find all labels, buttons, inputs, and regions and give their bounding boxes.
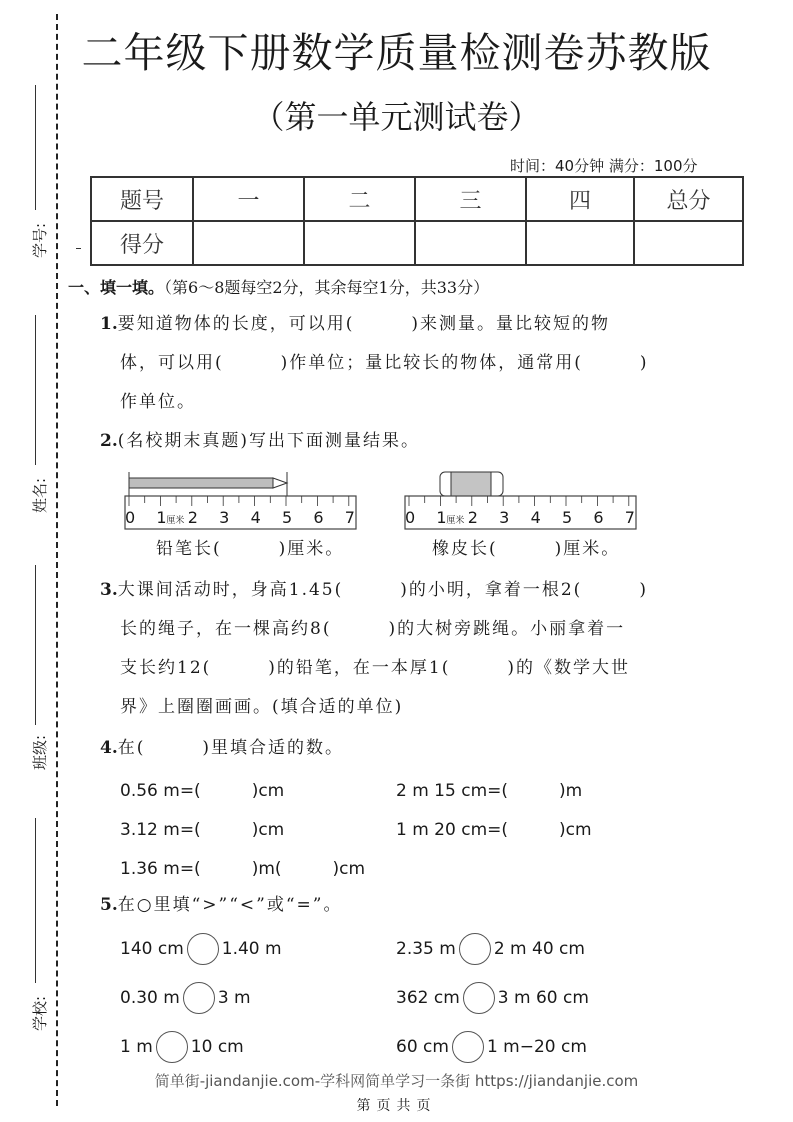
score-table-score-row: [91, 221, 743, 265]
eraser-ruler-figure: [404, 470, 639, 532]
margin-tick: [76, 248, 81, 249]
conversion-item: 1.36 m=( )m( )cm: [120, 859, 366, 879]
compare-circle-input[interactable]: [156, 1031, 188, 1063]
compare-circle-input[interactable]: [452, 1031, 484, 1063]
compare-circle-input[interactable]: [463, 982, 495, 1014]
exam-meta: 时间：40分钟 满分：100分: [510, 157, 698, 175]
score-cell[interactable]: [193, 221, 304, 265]
compare-circle-input[interactable]: [459, 933, 491, 965]
question-text: 界》上圈圈画画。(填合适的单位): [120, 697, 404, 717]
compare-item: 362 cm 3 m 60 cm: [396, 982, 589, 1014]
question-number: 1.: [100, 314, 118, 334]
question-text: (名校期末真题)写出下面测量结果。: [117, 431, 421, 451]
conversion-item: 3.12 m=( )cm: [120, 820, 285, 840]
header-cell: 题号: [91, 177, 193, 221]
question-2: [100, 422, 680, 461]
student-name-field-line[interactable]: [35, 315, 36, 465]
question-text: 在( )里填合适的数。: [117, 738, 345, 758]
compare-item: 0.30 m 3 m: [120, 982, 251, 1014]
question-1: [100, 305, 680, 422]
score-cell[interactable]: [634, 221, 743, 265]
ruler-unit: 厘米: [166, 516, 185, 526]
page-subtitle: （第一单元测试卷）: [252, 98, 541, 136]
compare-item: 60 cm 1 m−20 cm: [396, 1031, 587, 1063]
question-5: [100, 886, 680, 925]
question-3: [100, 571, 680, 727]
conversion-item: 1 m 20 cm=( )cm: [396, 820, 592, 840]
school-field-line[interactable]: [35, 818, 36, 983]
question-text: 长的绳子，在一棵高约8( )的大树旁跳绳。小丽拿着一: [120, 619, 626, 639]
student-id-label: 学号:: [31, 222, 50, 259]
compare-circle-input[interactable]: [183, 982, 215, 1014]
header-cell: 二: [304, 177, 415, 221]
score-cell[interactable]: [304, 221, 415, 265]
binding-dotted-line: [56, 14, 58, 1106]
header-cell: 四: [526, 177, 634, 221]
question-number: 3.: [100, 580, 118, 600]
compare-circle-input[interactable]: [187, 933, 219, 965]
section-note: （第6～8题每空2分，其余每空1分，共33分）: [164, 278, 490, 297]
score-row-label: 得分: [91, 221, 193, 265]
student-name-label: 姓名:: [31, 477, 50, 514]
question-text: 大课间活动时，身高1.45( )的小明，拿着一根2( ): [117, 580, 648, 600]
question-number: 4.: [100, 738, 118, 758]
class-field-line[interactable]: [35, 565, 36, 725]
question-number: 2.: [100, 431, 118, 451]
school-label: 学校:: [31, 995, 50, 1032]
page-title: 二年级下册数学质量检测卷苏教版: [81, 29, 712, 77]
question-4: [100, 729, 680, 768]
footer-watermark-link[interactable]: 简单街-jiandanjie.com-学科网简单学习一条街 https://jiandanjie.com: [154, 1072, 639, 1090]
header-cell: 三: [415, 177, 526, 221]
question-number: 5.: [100, 895, 118, 915]
section-heading: [68, 275, 489, 298]
ruler-labels: 0 1 厘米 2 3 4 5 6 7: [405, 508, 635, 527]
question-text: 支长约12( )的铅笔，在一本厚1( )的《数学大世: [120, 658, 630, 678]
question-text: 在○里填“>”“<”或“=”。: [117, 895, 343, 915]
class-label: 班级:: [31, 734, 50, 771]
section-title: 一、填一填。: [68, 278, 165, 297]
score-table: [90, 176, 744, 266]
ruler-labels: 0 1 厘米 2 3 4 5 6 7: [125, 508, 355, 527]
compare-item: 2.35 m 2 m 40 cm: [396, 933, 585, 965]
conversion-item: 0.56 m=( )cm: [120, 781, 285, 801]
question-text: 作单位。: [120, 392, 196, 412]
question-text: 体，可以用( )作单位；量比较长的物体，通常用( ): [120, 353, 649, 373]
eraser-caption: 橡皮长( )厘米。: [432, 539, 621, 559]
question-text: 要知道物体的长度，可以用( )来测量。量比较短的物: [117, 314, 611, 334]
conversion-item: 2 m 15 cm=( )m: [396, 781, 583, 801]
ruler: [404, 496, 639, 530]
score-cell[interactable]: [415, 221, 526, 265]
score-table-header-row: [91, 177, 743, 221]
pencil-caption: 铅笔长( )厘米。: [156, 539, 345, 559]
header-cell: 总分: [634, 177, 743, 221]
ruler-unit: 厘米: [446, 516, 465, 526]
compare-item: 140 cm 1.40 m: [120, 933, 282, 965]
pencil-ruler-figure: [124, 470, 359, 532]
header-cell: 一: [193, 177, 304, 221]
score-cell[interactable]: [526, 221, 634, 265]
compare-item: 1 m 10 cm: [120, 1031, 244, 1063]
ruler: [124, 496, 359, 530]
page-number: 第页共页: [356, 1098, 437, 1114]
